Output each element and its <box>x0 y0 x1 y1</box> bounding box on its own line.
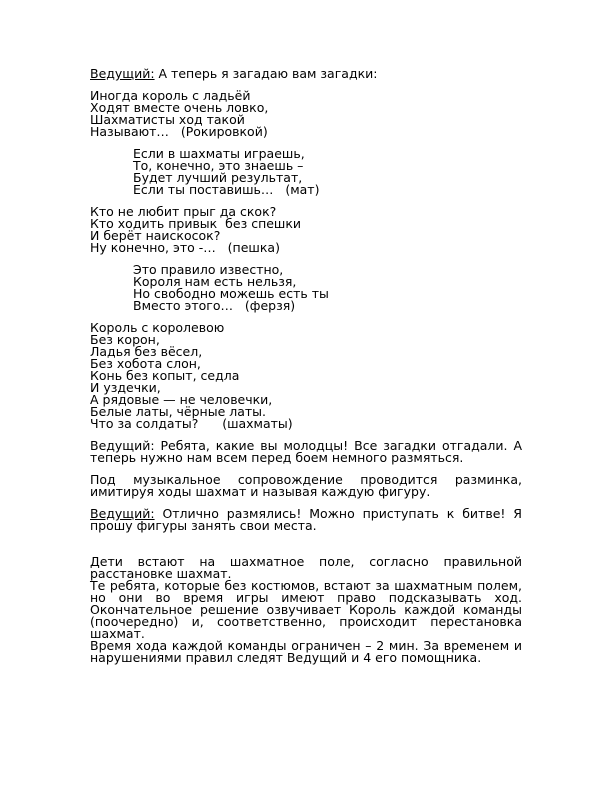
paragraph-rules <box>90 556 522 664</box>
speaker-label: Ведущий: <box>90 506 155 521</box>
riddle-3 <box>90 206 522 254</box>
paragraph-places <box>90 508 522 532</box>
riddle-line: Короля нам есть нельзя, <box>133 274 297 289</box>
riddle-line: Ну конечно, это -… (пешка) <box>90 240 280 255</box>
riddle-line: Белые латы, чёрные латы. <box>90 404 267 419</box>
riddle-line: И берёт наискосок? <box>90 228 221 243</box>
rules-line: Дети встают на шахматное поле, согласно правильной расстановке шахмат. <box>90 554 522 581</box>
riddle-4 <box>90 264 522 312</box>
riddle-5 <box>90 322 522 430</box>
rules-line: Те ребята, которые без костюмов, встают за шахматным полем, но они во время игры имеют право подсказывать ход. Окончательное решение озвучивает Король каждой команды (поочередно) и, соответственно, происходит перестановка шахмат. <box>90 578 522 641</box>
riddle-line: Будет лучший результат, <box>133 170 303 185</box>
riddle-line: Без хобота слон, <box>90 356 201 371</box>
riddle-line: Кто ходить привык без спешки <box>90 216 302 231</box>
riddle-1 <box>90 90 522 138</box>
riddle-line: А рядовые — не человечки, <box>90 392 273 407</box>
riddle-line: Кто не любит прыг да скок? <box>90 204 277 219</box>
riddle-line: Если в шахматы играешь, <box>133 146 305 161</box>
paragraph-praise: Ведущий: Ребята, какие вы молодцы! Все загадки отгадали. А теперь нужно нам всем перед боем немного размяться. <box>90 438 522 465</box>
riddle-line: Иногда король с ладьёй <box>90 88 251 103</box>
riddle-line: Ладья без вёсел, <box>90 344 203 359</box>
rules-line: Время хода каждой команды ограничен – 2 мин. За временем и нарушениями правил следят Ведущий и 4 его помощника. <box>90 638 522 665</box>
riddle-line: То, конечно, это знаешь – <box>133 158 304 173</box>
riddle-line: Вместо этого… (ферзя) <box>133 298 296 313</box>
riddle-line: Без корон, <box>90 332 160 347</box>
riddle-line: И уздечки, <box>90 380 161 395</box>
riddle-2 <box>90 148 522 196</box>
document-page <box>90 68 522 664</box>
speaker-label: Ведущий: <box>90 66 155 81</box>
riddle-line: Но свободно можешь есть ты <box>133 286 329 301</box>
paragraph-warmup: Под музыкальное сопровождение проводится разминка, имитируя ходы шахмат и называя каждую фигуру. <box>90 472 522 499</box>
riddle-line: Шахматисты ход такой <box>90 112 245 127</box>
riddle-line: Это правило известно, <box>133 262 284 277</box>
riddle-line: Если ты поставишь… (мат) <box>133 182 320 197</box>
riddle-line: Что за солдаты? (шахматы) <box>90 416 293 431</box>
riddle-line: Король с королевою <box>90 320 225 335</box>
paragraph-text: Отлично размялись! Можно приступать к битве! Я прошу фигуры занять свои места. <box>90 506 522 533</box>
intro-line <box>90 68 522 80</box>
riddle-line: Ходят вместе очень ловко, <box>90 100 269 115</box>
riddle-line: Конь без копыт, седла <box>90 368 240 383</box>
intro-text: А теперь я загадаю вам загадки: <box>154 66 378 81</box>
riddle-line: Называют… (Рокировкой) <box>90 124 268 139</box>
